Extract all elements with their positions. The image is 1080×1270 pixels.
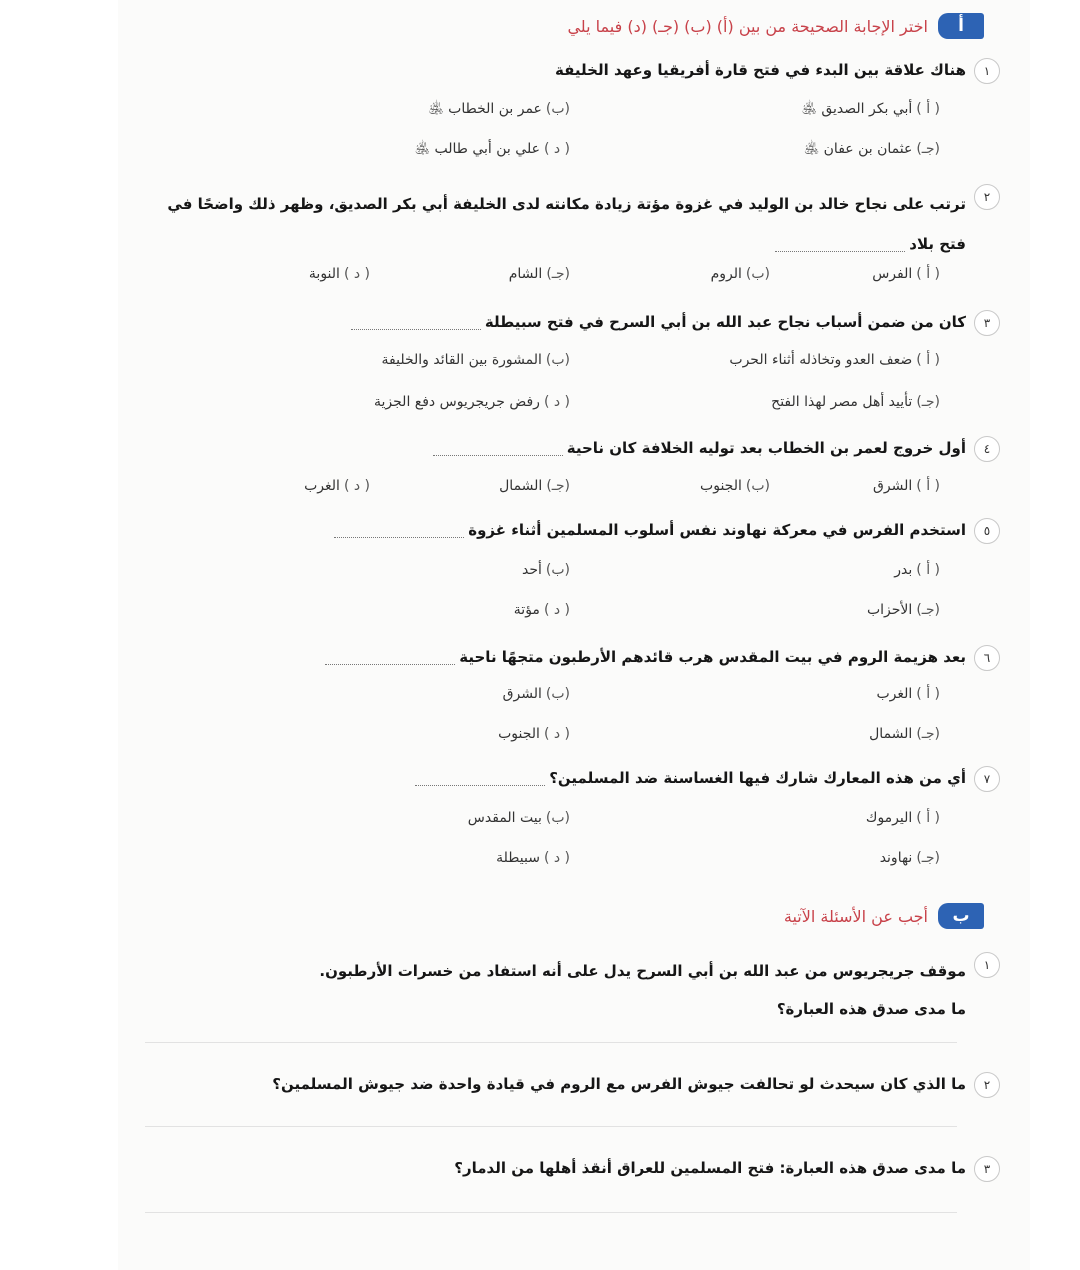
option-d[interactable] [496,850,570,866]
option-label: ( د ) [543,394,570,410]
question-a2 [136,184,1000,264]
option-label: (جـ) [916,141,940,157]
option-text: الغرب [876,686,913,702]
question-text: ما مدى صدق هذه العبارة: فتح المسلمين للعراق أنقذ أهلها من الدمار؟ [454,1159,966,1177]
option-label: ( د ) [543,602,570,618]
option-a[interactable] [872,266,940,282]
option-a[interactable] [876,686,940,702]
option-label: (جـ) [916,394,940,410]
section-a-title: اختر الإجابة الصحيحة من بين (أ) (ب) (جـ) (د) فيما يلي [567,16,928,36]
option-c[interactable] [869,726,940,742]
option-label: ( د ) [543,726,570,742]
question-a6 [325,645,1000,671]
question-text [415,766,966,790]
question-number: ٢ [974,184,1000,210]
option-a[interactable] [866,810,940,826]
question-number: ٧ [974,766,1000,792]
option-label: (جـ) [916,850,940,866]
question-number: ٣ [974,1156,1000,1182]
option-label: ( أ ) [916,101,940,117]
option-text: نهاوند [879,850,913,866]
option-label: (ب) [745,266,770,282]
option-c[interactable] [509,266,570,282]
answer-line[interactable] [145,1212,957,1213]
option-text: أبي بكر الصديق ﵁ [801,101,913,117]
section-a-badge: أ [938,13,984,39]
option-text: بدر [894,562,913,578]
option-d[interactable] [415,140,570,160]
answer-blank[interactable] [433,441,563,456]
question-number: ١ [974,952,1000,978]
option-a[interactable] [873,478,940,494]
question-text-content: أول خروج لعمر بن الخطاب بعد توليه الخلافة كان ناحية [566,439,966,457]
option-text: سبيطلة [496,850,540,866]
answer-blank[interactable] [415,771,545,786]
option-label: ( أ ) [916,352,940,368]
question-text-content: استخدم الفرس في معركة نهاوند نفس أسلوب المسلمين أثناء غزوة [468,521,966,539]
option-label: (ب) [545,686,570,702]
option-b[interactable] [522,562,570,578]
question-text-content: كان من ضمن أسباب نجاح عبد الله بن أبي السرح في فتح سبيطلة [484,313,966,331]
question-text [325,645,966,669]
question-a4 [433,436,1000,462]
option-text: ضعف العدو وتخاذله أثناء الحرب [729,352,913,368]
option-text: الشمال [499,478,543,494]
question-b3 [454,1156,1000,1182]
option-text: علي بن أبي طالب ﵁ [414,141,540,157]
option-label: ( د ) [543,141,570,157]
option-text: الشرق [502,686,542,702]
question-a1 [555,58,1000,84]
option-text: الشرق [873,478,913,494]
option-c[interactable] [499,478,570,494]
option-text: الشام [508,266,543,282]
option-text: الجنوب [498,726,540,742]
option-label: (جـ) [546,478,570,494]
option-text: أحد [521,562,542,578]
option-label: ( أ ) [916,266,940,282]
option-label: ( د ) [543,850,570,866]
question-text-line1: موقف جريجريوس من عبد الله بن أبي السرح يدل على أنه استفاد من خسرات الأرطبون. [319,962,966,980]
option-text: رفض جريجريوس دفع الجزية [374,394,540,410]
option-a[interactable] [802,100,940,120]
option-text: اليرموك [865,810,913,826]
option-label: (ب) [545,810,570,826]
option-c[interactable] [880,850,940,866]
option-label: ( د ) [343,478,370,494]
section-a-header [567,13,984,39]
answer-line[interactable] [145,1126,957,1127]
question-text: هناك علاقة بين البدء في فتح قارة أفريقيا وعهد الخليفة [555,61,966,79]
answer-line[interactable] [145,1042,957,1043]
option-b[interactable] [468,810,570,826]
option-text: عثمان بن عفان ﵁ [803,141,913,157]
question-text: ما الذي كان سيحدث لو تحالفت جيوش الفرس مع الروم في قيادة واحدة ضد جيوش المسلمين؟ [272,1075,966,1093]
answer-blank[interactable] [325,650,455,665]
question-text-content: ترتب على نجاح خالد بن الوليد في غزوة مؤتة زيادة مكانته لدى الخليفة أبي بكر الصديق، وظهر ذلك واضحًا في فتح بلاد [167,195,966,253]
option-a[interactable] [894,562,940,578]
option-label: ( أ ) [916,562,940,578]
option-text: بيت المقدس [467,810,542,826]
option-label: (ب) [545,101,570,117]
option-b[interactable] [382,352,570,368]
section-b-badge: ب [938,903,984,929]
option-b[interactable] [700,478,770,494]
section-b-title: أجب عن الأسئلة الآتية [783,906,928,926]
option-label: (جـ) [916,602,940,618]
question-b2 [272,1072,1000,1098]
question-number: ٤ [974,436,1000,462]
answer-blank[interactable] [351,315,481,330]
answer-blank[interactable] [775,237,905,252]
option-d[interactable] [498,726,570,742]
question-a3 [351,310,1000,336]
question-text-line2: ما مدى صدق هذه العبارة؟ [776,1000,966,1018]
question-text-content: بعد هزيمة الروم في بيت المقدس هرب قائدهم الأرطبون متجهًا ناحية [459,648,966,666]
option-b[interactable] [503,686,570,702]
option-a[interactable] [729,352,940,368]
question-text-content: أي من هذه المعارك شارك فيها الغساسنة ضد المسلمين؟ [549,769,966,787]
question-a5 [334,518,1000,544]
question-number: ٣ [974,310,1000,336]
option-label: (جـ) [546,266,570,282]
option-text: الأحزاب [866,602,913,618]
question-text [136,952,966,1028]
question-text [351,310,966,334]
option-d[interactable] [374,394,570,410]
option-label: (ب) [545,562,570,578]
option-text: النوبة [308,266,340,282]
option-label: ( د ) [343,266,370,282]
option-text: عمر بن الخطاب ﵁ [428,101,542,117]
option-text: الشمال [869,726,913,742]
option-label: (جـ) [916,726,940,742]
option-text: مؤتة [513,602,540,618]
question-a7 [415,766,1000,792]
option-text: الروم [710,266,742,282]
question-text [433,436,966,460]
option-label: ( أ ) [916,810,940,826]
question-text [334,518,966,542]
option-text: الغرب [304,478,340,494]
option-b[interactable] [711,266,770,282]
question-number: ٢ [974,1072,1000,1098]
question-number: ١ [974,58,1000,84]
section-b-header [784,903,984,929]
answer-blank[interactable] [334,523,464,538]
option-text: الفرس [872,266,913,282]
option-c[interactable] [771,394,940,410]
option-text: المشورة بين القائد والخليفة [381,352,542,368]
question-number: ٦ [974,645,1000,671]
option-d[interactable] [309,266,370,282]
question-number: ٥ [974,518,1000,544]
option-label: ( أ ) [916,478,940,494]
option-d[interactable] [514,602,570,618]
option-b[interactable] [428,100,570,120]
option-d[interactable] [304,478,370,494]
option-label: (ب) [545,352,570,368]
option-text: الجنوب [700,478,742,494]
question-text [136,184,966,264]
option-label: (ب) [745,478,770,494]
option-label: ( أ ) [916,686,940,702]
question-b1 [136,952,1000,1028]
option-c[interactable] [804,140,940,160]
option-text: تأييد أهل مصر لهذا الفتح [771,394,913,410]
option-c[interactable] [867,602,940,618]
